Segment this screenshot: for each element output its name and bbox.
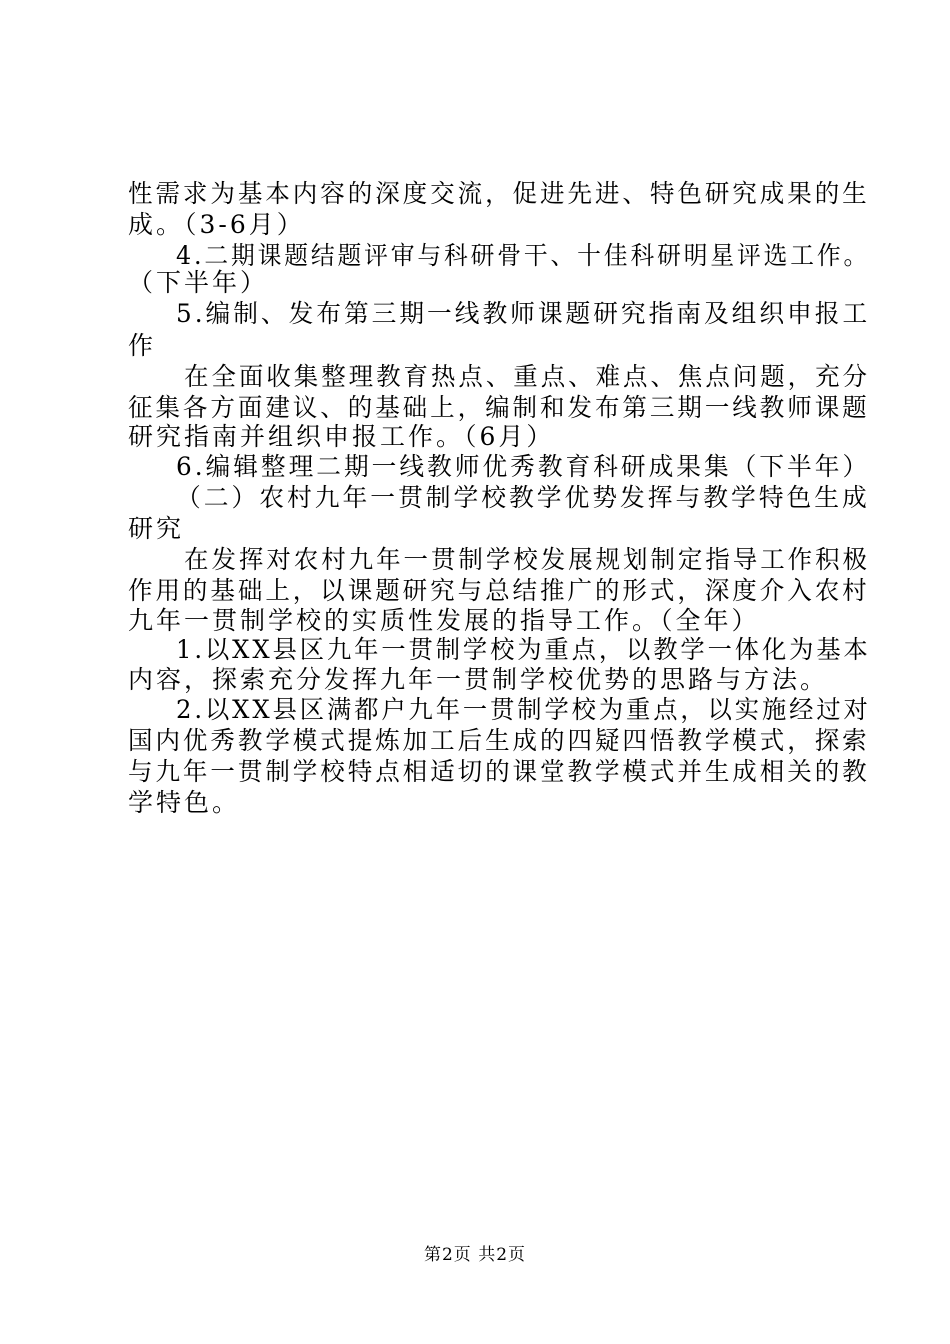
text-line: 征集各方面建议、的基础上，编制和发布第三期一线教师课题 bbox=[128, 393, 870, 422]
text-line: 性需求为基本内容的深度交流，促进先进、特色研究成果的生 bbox=[128, 179, 870, 208]
text-line: 研究指南并组织申报工作。（6月） bbox=[128, 422, 555, 451]
text-line: 内容，探索充分发挥九年一贯制学校优势的思路与方法。 bbox=[128, 665, 829, 694]
text-line: 2.以XX县区满都户九年一贯制学校为重点，以实施经过对 bbox=[176, 695, 871, 724]
text-line: 作 bbox=[128, 331, 157, 360]
text-line: 与九年一贯制学校特点相适切的课堂教学模式并生成相关的教 bbox=[128, 757, 870, 786]
text-line: 5.编制、发布第三期一线教师课题研究指南及组织申报工 bbox=[176, 299, 871, 328]
text-line: 九年一贯制学校的实质性发展的指导工作。（全年） bbox=[128, 606, 760, 635]
text-line: 6.编辑整理二期一线教师优秀教育科研成果集（下半年） bbox=[176, 452, 871, 481]
text-line: 成。（3-6月） bbox=[128, 210, 305, 239]
text-line: 作用的基础上，以课题研究与总结推广的形式，深度介入农村 bbox=[128, 576, 870, 605]
page-footer: 第2页 共2页 bbox=[423, 1245, 527, 1265]
text-line: （下半年） bbox=[128, 268, 269, 297]
text-line: 国内优秀教学模式提炼加工后生成的四疑四悟教学模式，探索 bbox=[128, 726, 870, 755]
text-line: 1.以XX县区九年一贯制学校为重点，以教学一体化为基本 bbox=[176, 635, 871, 664]
section-heading: （二）农村九年一贯制学校教学优势发挥与教学特色生成 bbox=[176, 483, 870, 512]
section-heading: 研究 bbox=[128, 514, 185, 543]
text-line: 在发挥对农村九年一贯制学校发展规划制定指导工作积极 bbox=[184, 545, 871, 574]
text-line: 学特色。 bbox=[128, 788, 241, 817]
text-line: 在全面收集整理教育热点、重点、难点、焦点问题，充分 bbox=[184, 362, 871, 391]
text-line: 4.二期课题结题评审与科研骨干、十佳科研明星评选工作。 bbox=[176, 241, 871, 270]
